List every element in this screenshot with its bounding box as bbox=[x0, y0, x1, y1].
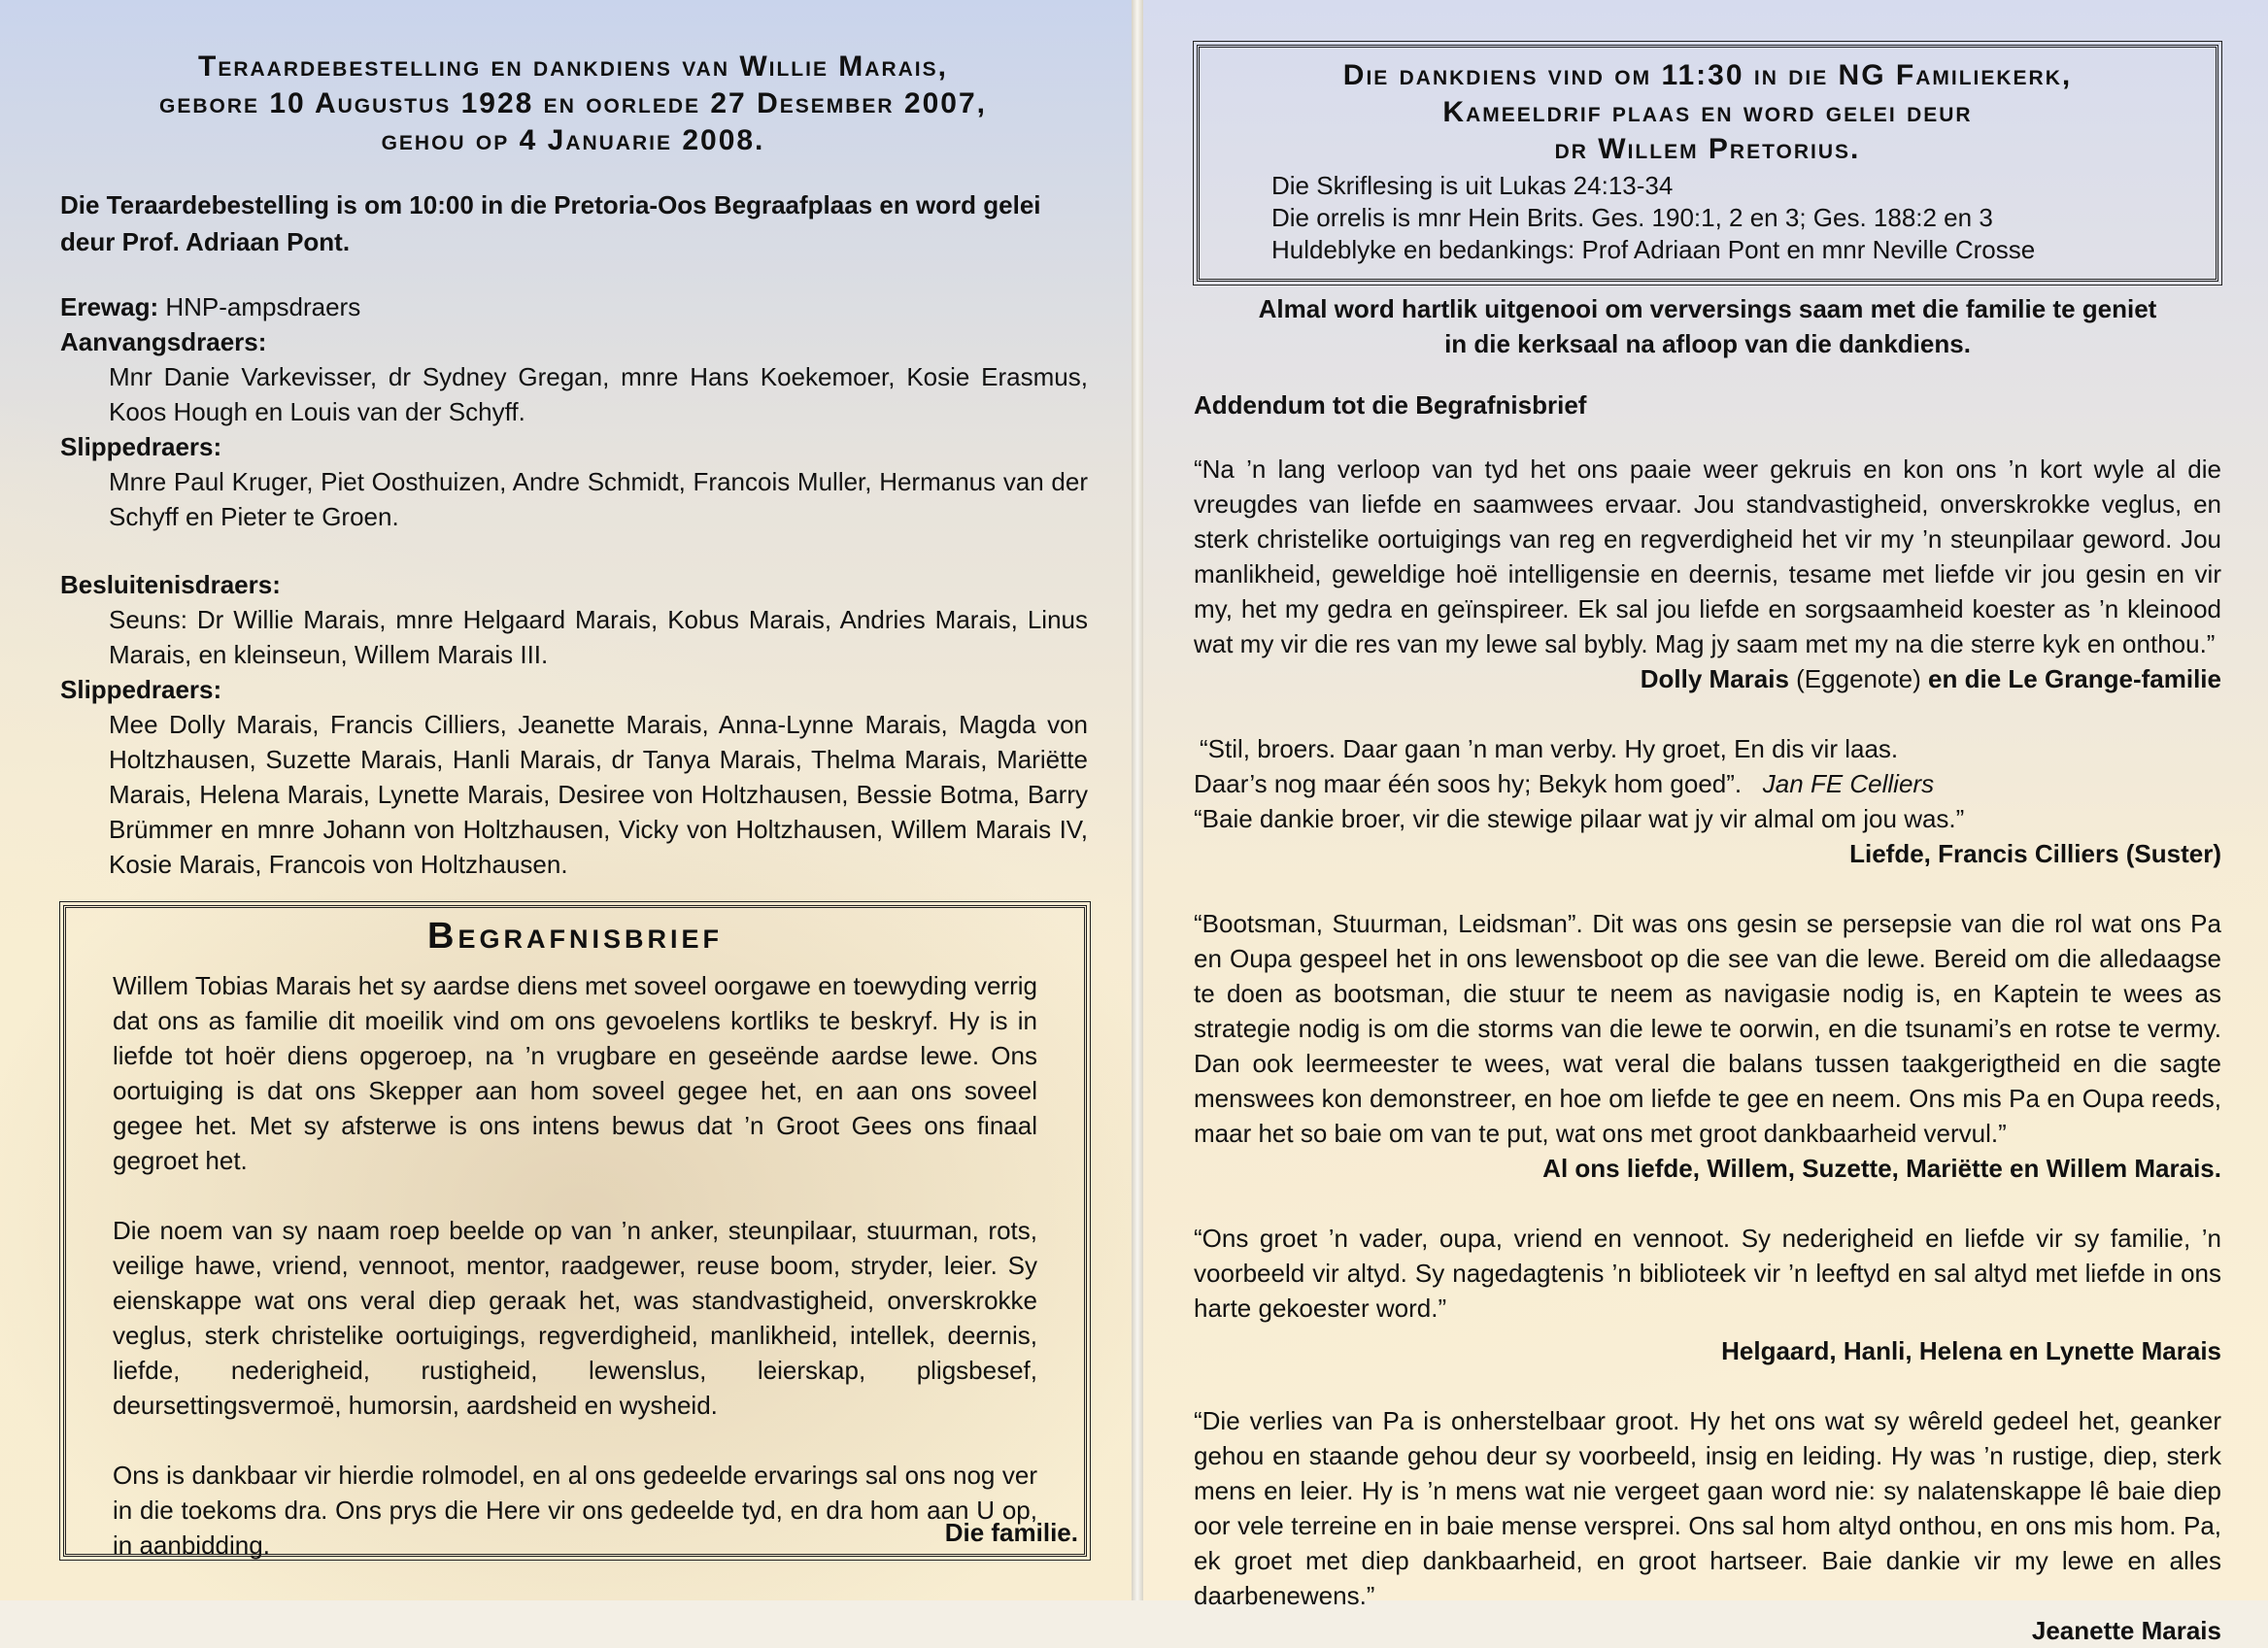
invitation-line: in die kerksaal na afloop van die dankdiens. bbox=[1444, 329, 1971, 358]
service-detail: Die Skriflesing is uit Lukas 24:13-34 bbox=[1271, 171, 1674, 200]
letter-paragraph: Willem Tobias Marais het sy aardse diens met soveel oorgawe en toewyding verrig dat ons as familie dit moeilik vind om ons gevoelens kortliks te beskryf. Hy is in liefde tot hoër diens opgeroep, na ’n vrugbare en geseënde aardse lewe. Ons oortuiging is dat ons Skepper aan hom soveel gegee het, en aan ons soveel gegee het. Met sy afsterwe is ons intens bewus dat ’n Groot Gees ons finaal gegroet het. bbox=[113, 971, 1037, 1175]
besluitenisdraers-label: Besluitenisdraers: bbox=[60, 570, 281, 599]
addendum-title: Addendum tot die Begrafnisbrief bbox=[1194, 390, 1587, 420]
right-page bbox=[1143, 0, 2268, 1645]
tribute-signature: en die Le Grange-familie bbox=[1920, 664, 2221, 693]
funeral-letter-box bbox=[63, 905, 1087, 1560]
service-detail: Die orrelis is mnr Hein Brits. Ges. 190:1, 2 en 3; Ges. 188:2 en 3 bbox=[1271, 203, 1993, 232]
service-heading-line: dr Willem Pretorius. bbox=[1554, 133, 1861, 165]
aanvangsdraers-label: Aanvangsdraers: bbox=[60, 327, 267, 356]
erewag-label: Erewag: bbox=[60, 292, 159, 321]
tribute-signature: Liefde, Francis Cilliers (Suster) bbox=[1849, 839, 2221, 868]
letter-title: Begrafnisbrief bbox=[427, 916, 723, 957]
tribute-text: “Ons groet ’n vader, oupa, vriend en vennoot. Sy nederigheid en liefde vir sy familie, ’n voorbeeld vir altyd. Sy nagedagtenis ’n biblioteek vir ’n leeftyd en sal altyd met liefde in ons harte gekoester word.” bbox=[1194, 1224, 2221, 1323]
aanvangsdraers-names: Mnr Danie Varkevisser, dr Sydney Gregan, mnre Hans Koekemoer, Kosie Erasmus, Koos Hough en Louis van der Schyff. bbox=[109, 362, 1088, 426]
invitation-line: Almal word hartlik uitgenooi om verversings saam met die familie te geniet bbox=[1258, 294, 2157, 323]
funeral-heading bbox=[53, 49, 1093, 159]
page-fold bbox=[1132, 0, 1143, 1600]
slippedraers-names: Mee Dolly Marais, Francis Cilliers, Jeanette Marais, Anna-Lynne Marais, Magda von Holtzhausen, Suzette Marais, Hanli Marais, dr Tanya Marais, Thelma Marais, Mariëtte Marais, Helena Marais, Lynette Marais, Desiree von Holtzhausen, Bessie Botma, Barry Brümmer en mnre Johann von Holtzhausen, Vicky von Holtzhausen, Willem Marais IV, Kosie Marais, Francois von Holtzhausen. bbox=[109, 710, 1088, 879]
besluitenisdraers-names: Seuns: Dr Willie Marais, mnre Helgaard Marais, Kobus Marais, Andries Marais, Linus Marais, en kleinseun, Willem Marais III. bbox=[109, 605, 1088, 669]
tribute-signature: Dolly Marais bbox=[1640, 664, 1789, 693]
tribute-signature: Al ons liefde, Willem, Suzette, Mariëtte en Willem Marais. bbox=[1542, 1154, 2221, 1183]
poem-line: “Stil, broers. Daar gaan ’n man verby. Hy groet, En dis vir laas. bbox=[1200, 734, 1899, 763]
poem-author: Jan FE Celliers bbox=[1762, 769, 1935, 798]
service-detail: Huldeblyke en bedankings: Prof Adriaan Pont en mnr Neville Crosse bbox=[1271, 235, 2036, 264]
letter-signature: Die familie. bbox=[944, 1518, 1078, 1547]
erewag-value: HNP-ampsdraers bbox=[158, 292, 361, 321]
heading-line: Teraardebestelling en dankdiens van Willie Marais, bbox=[198, 50, 948, 83]
left-page bbox=[0, 0, 1132, 1600]
invitation bbox=[1197, 291, 2218, 361]
tribute-signature: Jeanette Marais bbox=[2031, 1616, 2221, 1645]
slippedraers-label: Slippedraers: bbox=[60, 432, 222, 461]
service-box bbox=[1197, 45, 2218, 282]
tributes bbox=[1194, 452, 2221, 1648]
bearers-section bbox=[60, 289, 1088, 882]
slippedraers-label: Slippedraers: bbox=[60, 675, 222, 704]
tribute-signature-role: (Eggenote) bbox=[1788, 664, 1921, 693]
service-heading-line: Kameeldrif plaas en word gelei deur bbox=[1442, 96, 1973, 128]
heading-line: gebore 10 Augustus 1928 en oorlede 27 Desember 2007, bbox=[159, 87, 987, 119]
poem-line: Daar’s nog maar één soos hy; Bekyk hom goed”. bbox=[1194, 769, 1743, 798]
tribute-text: “Die verlies van Pa is onherstelbaar groot. Hy het ons wat sy wêreld gedeel het, geanker gehou en staande gehou deur sy voorbeeld, insig en leiding. Hy was ’n rustige, diep, sterk mens en leier. Hy is ’n mens wat nie vergeet gaan word nie: sy nalatenskappe lê baie diep oor vele terreine en in baie mense versprei. Ons sal hom altyd onthou, en ons mis hom. Pa, ek groet met diep dankbaarheid, en groot hartseer. Baie dankie vir my lewe en alles daarbenewens.” bbox=[1194, 1406, 2221, 1610]
burial-intro: Die Teraardebestelling is om 10:00 in die Pretoria-Oos Begraafplaas en word gelei deur Prof. Adriaan Pont. bbox=[60, 190, 1041, 256]
heading-line: gehou op 4 Januarie 2008. bbox=[381, 124, 765, 156]
tribute-text: “Na ’n lang verloop van tyd het ons paaie weer gekruis en kon ons ’n kort wyle al die vreugdes van liefde en saamwees ervaar. Jou standvastigheid, onverskrokke veglus, en sterk christelike oortuigings van reg en regverdigheid het vir my ’n steunpilaar geword. Jou manlikheid, geweldige hoë intelligensie en deernis, tesame met liefde vir jou gesin en vir my, het my gedra en geïnspireer. Ek sal jou liefde en sorgsaamheid koester as ’n kleinood wat my vir die res van my lewe sal bybly. Mag jy saam met my na die sterre kyk en onthou.” bbox=[1194, 454, 2221, 658]
letter-paragraph: Die noem van sy naam roep beelde op van ’n anker, steunpilaar, stuurman, rots, veilige hawe, vriend, vennoot, mentor, raadgewer, reuse boom, stryder, leier. Sy eienskappe wat ons veral diep geraak het, was standvastigheid, onverskrokke veglus, sterk christelike oortuigings, regverdigheid, manlikheid, intellek, deernis, liefde, nederigheid, rustigheid, lewenslus, leierskap, pligsbesef, deursettingsvermoë, humorsin, aardsheid en wysheid. bbox=[113, 1216, 1037, 1420]
letter-paragraph: Ons is dankbaar vir hierdie rolmodel, en al ons gedeelde ervarings sal ons nog ver in die toekoms dra. Ons prys die Here vir ons gedeelde tyd, en dra hom aan U op, in aanbidding. bbox=[113, 1461, 1037, 1560]
tribute-signature: Helgaard, Hanli, Helena en Lynette Marais bbox=[1721, 1336, 2221, 1365]
tribute-text: “Bootsman, Stuurman, Leidsman”. Dit was ons gesin se persepsie van die rol wat ons Pa en Oupa gespeel het in ons lewensboot op die see van die lewe. Bereid om die alledaagse te doen as bootsman, die stuur te neem as navigasie nodig is, en Kaptein te wees as strategie nodig is om die storms van die lewe te oorwin, en die tsunami’s en rotse te vermy. Dan ook leermeester te wees, wat veral die balans tussen taakgerigtheid en die sagte menswees kon demonstreer, en hoe om liefde te gee en neem. Ons mis Pa en Oupa reeds, maar het so baie om van te put, wat ons met groot dankbaarheid vervul.” bbox=[1194, 909, 2221, 1148]
tribute-text: “Baie dankie broer, vir die stewige pilaar wat jy vir almal om jou was.” bbox=[1194, 804, 1965, 833]
service-heading-line: Die dankdiens vind om 11:30 in die NG Familiekerk, bbox=[1342, 59, 2073, 91]
slippedraers-names: Mnre Paul Kruger, Piet Oosthuizen, Andre Schmidt, Francois Muller, Hermanus van der Schyff en Pieter te Groen. bbox=[109, 467, 1088, 531]
